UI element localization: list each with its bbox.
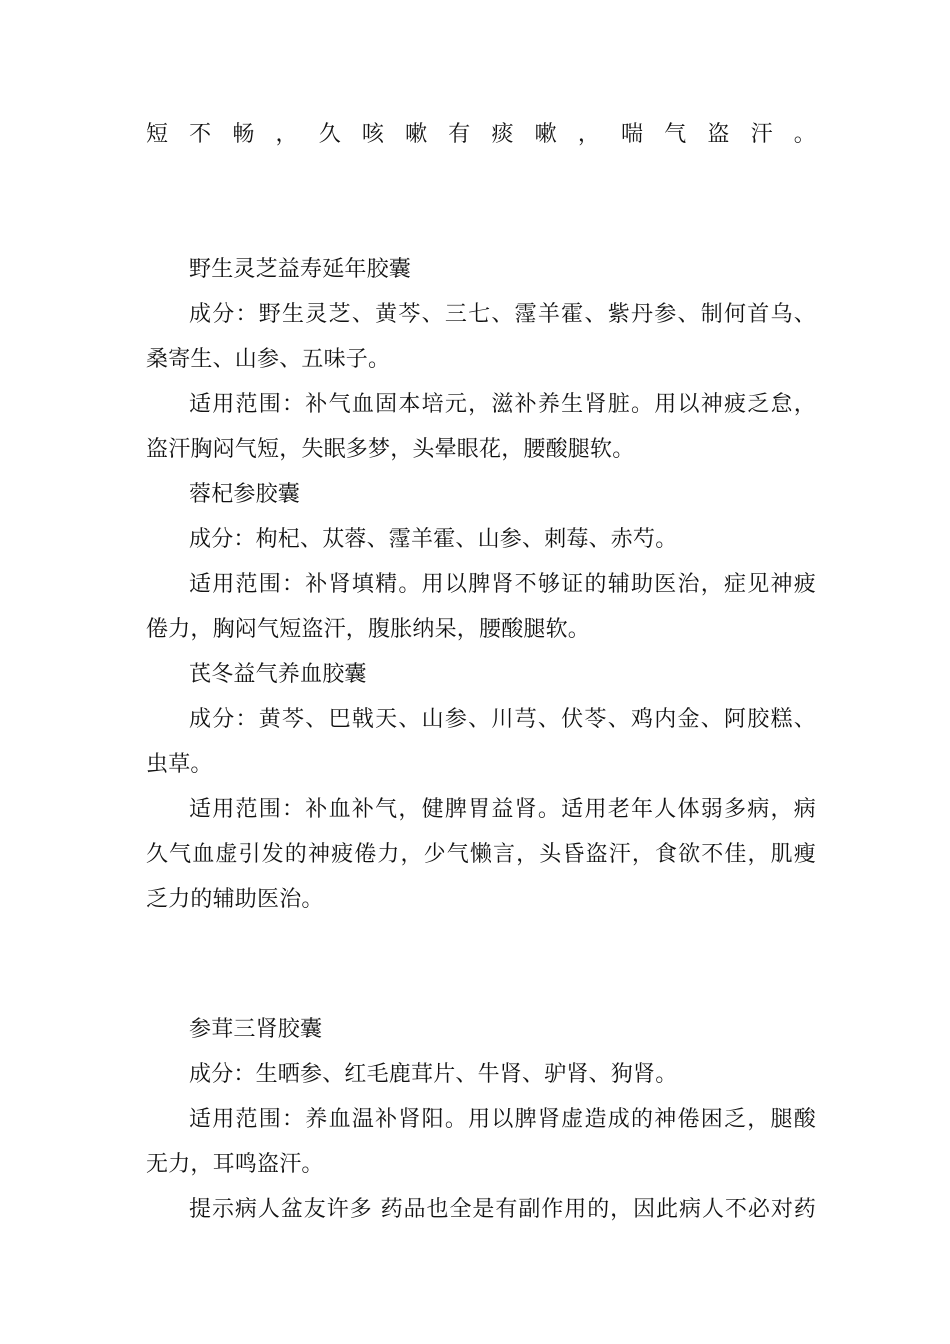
ingredients-lingzhi-line-1: 成分：野生灵芝、黄芩、三七、霪羊霍、紫丹参、制何首乌、 bbox=[189, 302, 816, 327]
product-title-shenrong: 参茸三肾胶囊 bbox=[189, 1017, 323, 1042]
ingredients-rongqishen-line-1: 成分：枸杞、苁蓉、霪羊霍、山参、刺莓、赤芍。 bbox=[189, 527, 678, 552]
product-title-lingzhi: 野生灵芝益寿延年胶囊 bbox=[189, 257, 412, 282]
scope-rongqishen-line-2: 倦力，胸闷气短盗汗，腹胀纳呆，腰酸腿软。 bbox=[146, 617, 591, 642]
ingredients-lingzhi-line-2: 桑寄生、山参、五味子。 bbox=[146, 347, 391, 372]
ingredients-shenrong-line-1: 成分：生晒参、红毛鹿茸片、牛肾、驴肾、狗肾。 bbox=[189, 1062, 678, 1087]
scope-rongqishen-line-1: 适用范围：补肾填精。用以脾肾不够证的辅助医治，症见神疲 bbox=[189, 572, 816, 597]
intro-tail-paragraph: 短不畅，久咳嗽有痰嗽，喘气盗汗。 bbox=[146, 122, 816, 147]
scope-lingzhi-line-1: 适用范围：补气血固本培元，滋补养生肾脏。用以神疲乏怠， bbox=[189, 392, 816, 417]
ingredients-qidong-line-2: 虫草。 bbox=[146, 752, 213, 777]
scope-qidong-line-2: 久气血虚引发的神疲倦力，少气懒言，头昏盗汗，食欲不佳，肌瘦 bbox=[146, 842, 816, 867]
scope-qidong-line-1: 适用范围：补血补气，健脾胃益肾。适用老年人体弱多病，病 bbox=[189, 797, 816, 822]
scope-qidong-line-3: 乏力的辅助医治。 bbox=[146, 887, 324, 912]
product-title-qidong: 芪冬益气养血胶囊 bbox=[189, 662, 367, 687]
scope-shenrong-line-2: 无力，耳鸣盗汗。 bbox=[146, 1152, 324, 1177]
scope-lingzhi-line-2: 盗汗胸闷气短，失眠多梦，头晕眼花，腰酸腿软。 bbox=[146, 437, 635, 462]
product-title-rongqishen: 蓉杞参胶囊 bbox=[189, 482, 301, 507]
patient-notice-paragraph: 提示病人盆友许多 药品也全是有副作用的，因此病人不必对药 bbox=[189, 1197, 816, 1222]
scope-shenrong-line-1: 适用范围：养血温补肾阳。用以脾肾虚造成的神倦困乏，腿酸 bbox=[189, 1107, 816, 1132]
ingredients-qidong-line-1: 成分：黄芩、巴戟天、山参、川芎、伏苓、鸡内金、阿胶糕、 bbox=[189, 707, 816, 732]
